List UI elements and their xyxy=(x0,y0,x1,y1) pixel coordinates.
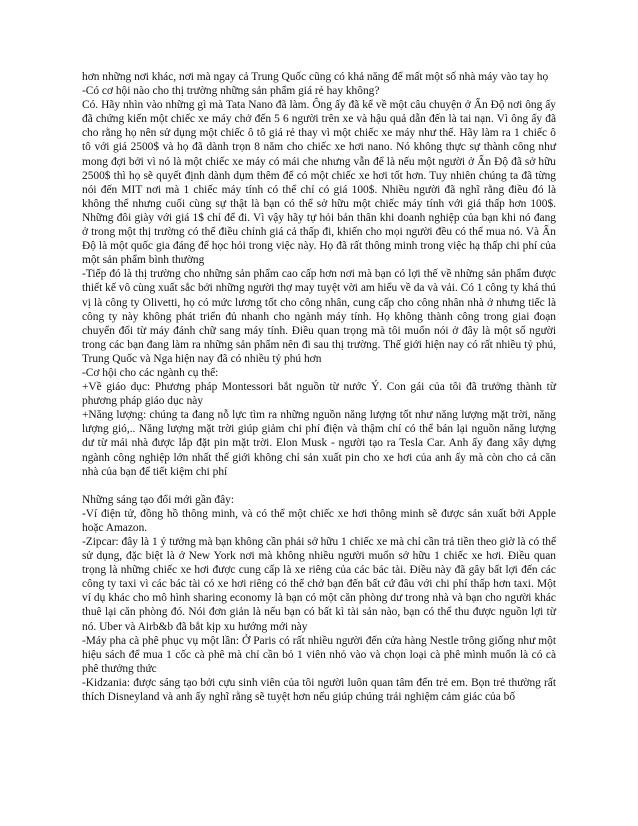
paragraph-7: +Năng lượng: chúng ta đang nỗ lực tìm ra những nguồn năng lượng tốt như năng lượng mặt trời, năng lượng gió,.. Năng lượng mặt trời giúp giảm chi phí điện và thậm chí có thể bán lại nguồn năng lượng dư từ mái nhà được lắp đặt pin mặt trời. Elon Musk - người tạo ra Tesla Car. Anh ấy đang xây dựng ngành công nghiệp lớn nhất thế giới không chỉ sản xuất pin cho xe hơi của anh ấy mà còn cho cả căn nhà của bạn để tiết kiệm chi phí xyxy=(82,409,556,478)
paragraph-9: -Ví điện tử, đồng hồ thông minh, và có thể một chiếc xe hơi thông minh sẽ được sản xuất bởi Apple hoặc Amazon. xyxy=(82,507,556,534)
paragraph-3: Có. Hãy nhìn vào những gì mà Tata Nano đã làm. Ông ấy đã kể về một câu chuyện ở Ấn Độ nơi ông ấy đã chứng kiến một chiếc xe máy chở đến 5 6 người trên xe và hậu quả dẫn đến là tai nạn. Vì ông ấy đã cho rằng họ nên sử dụng một chiếc ô tô giá rẻ thay vì một chiếc xe máy như thế. Hãy làm ra 1 chiếc ô tô với giá 2500$ và họ đã dành trọn 8 năm cho chiếc xe hơi nano. Nó không thực sự thành công như mong đợi bởi vì nó là một chiếc xe máy có mái che nhưng vẫn để là nếu một người ở Ấn Độ đã sở hữu 2500$ thì họ sẽ quyết định dành dụm thêm để có một chiếc xe hơi tốt hơn. Tuy nhiên chúng ta đã từng nói đến MIT nơi mà 1 chiếc máy tính có thể chỉ có giá 100$. Nhiều người đã nghĩ rằng điều đó là không thể nhưng cuối cùng sự thật là bạn có thể sở hữu một chiếc máy tính với giá thấp hơn 100$. Những đôi giày với giá 1$ chỉ để đi. Vì vậy hãy tự hỏi bản thân khi doanh nghiệp của bạn khi nó đang ở trong một thị trường có thể điều chỉnh giá cả thấp đi, khiến cho mọi người đều có thể mua nó. Và Ấn Độ là một quốc gia đáng để học hỏi trong việc này. Họ đã rất thông minh trong việc hạ thấp chi phí của một sản phẩm bình thường xyxy=(82,99,556,267)
paragraph-6: +Về giáo dục: Phương pháp Montessori bắt nguồn từ nước Ý. Con gái của tôi đã trưởng thành từ phương pháp giáo dục này xyxy=(82,381,556,408)
paragraph-4: -Tiếp đó là thị trường cho những sản phẩm cao cấp hơn nơi mà bạn có lợi thế về những sản phẩm được thiết kế vô cùng xuất sắc bởi những người thợ may tuyệt vời am hiểu về da và vải. Có 1 công ty khá thú vị là công ty Olivetti, họ có mức lương tốt cho công nhân, cung cấp cho công nhân nhà ở nhưng tiếc là công ty này không phát triển đủ nhanh cho ngành máy tính. Họ không thành công trong giai đoạn chuyển đổi từ máy đánh chữ sang máy tính. Điều quan trọng mà tôi muốn nói ở đây là một số người trong các bạn đang làm ra những sản phẩm nên đi sau thị trường. Thế giới hiện nay có rất nhiều tỷ phú, Trung Quốc và Nga hiện nay đã có nhiều tỷ phú hơn xyxy=(82,268,556,365)
section-heading: Những sáng tạo đổi mới gần đây: xyxy=(82,493,235,506)
paragraph-10: -Zipcar: đây là 1 ý tưởng mà bạn không cần phải sở hữu 1 chiếc xe mà chỉ cần trả tiền theo giờ là có thể sử dụng, đặc biệt là ở New York nơi mà không nhiều người muốn sở hữu 1 chiếc xe hơi. Điều quan trọng là những chiếc xe hơi được cung cấp là xe riêng của các bác tài. Điều này đã gây bất lợi đến các công ty taxi vì các bác tài có xe hơi riêng có thể chở bạn đến bất cứ đâu với chi phí thấp hơn taxi. Một ví dụ khác cho mô hình sharing economy là bạn có một căn phòng dư trong nhà và bạn cho người khác thuê lại căn phòng đó. Nói đơn giản là nếu bạn có bất kì tài sản nào, bạn có thể thu được nguồn lợi từ nó. Uber và Airb&b đã bắt kịp xu hướng mới này xyxy=(82,536,556,633)
paragraph-5: -Cơ hội cho các ngành cụ thể: xyxy=(82,366,219,379)
paragraph-2: -Có cơ hội nào cho thị trường những sản phẩm giá rẻ hay không? xyxy=(82,85,380,98)
paragraph-11: -Máy pha cà phê phục vụ một lần: Ở Paris có rất nhiều người đến cửa hàng Nestle trông giống như một hiệu sách để mua 1 cốc cà phê mà chỉ cần bỏ 1 viên nhỏ vào và chọn loại cà phê mình muốn là có cà phê thưởng thức xyxy=(82,634,556,675)
paragraph-12: -Kidzania: được sáng tạo bởi cựu sinh viên của tôi người luôn quan tâm đến trẻ em. Bọn trẻ thường rất thích Disneyland và anh ấy nghĩ rằng sẽ tuyệt hơn nếu giúp chúng trải nghiệm cảm giác của bố xyxy=(82,676,556,704)
paragraph-1: hơn những nơi khác, nơi mà ngay cả Trung Quốc cũng có khả năng để mất một số nhà máy vào tay họ xyxy=(82,71,549,83)
paragraph-gap xyxy=(82,479,556,493)
